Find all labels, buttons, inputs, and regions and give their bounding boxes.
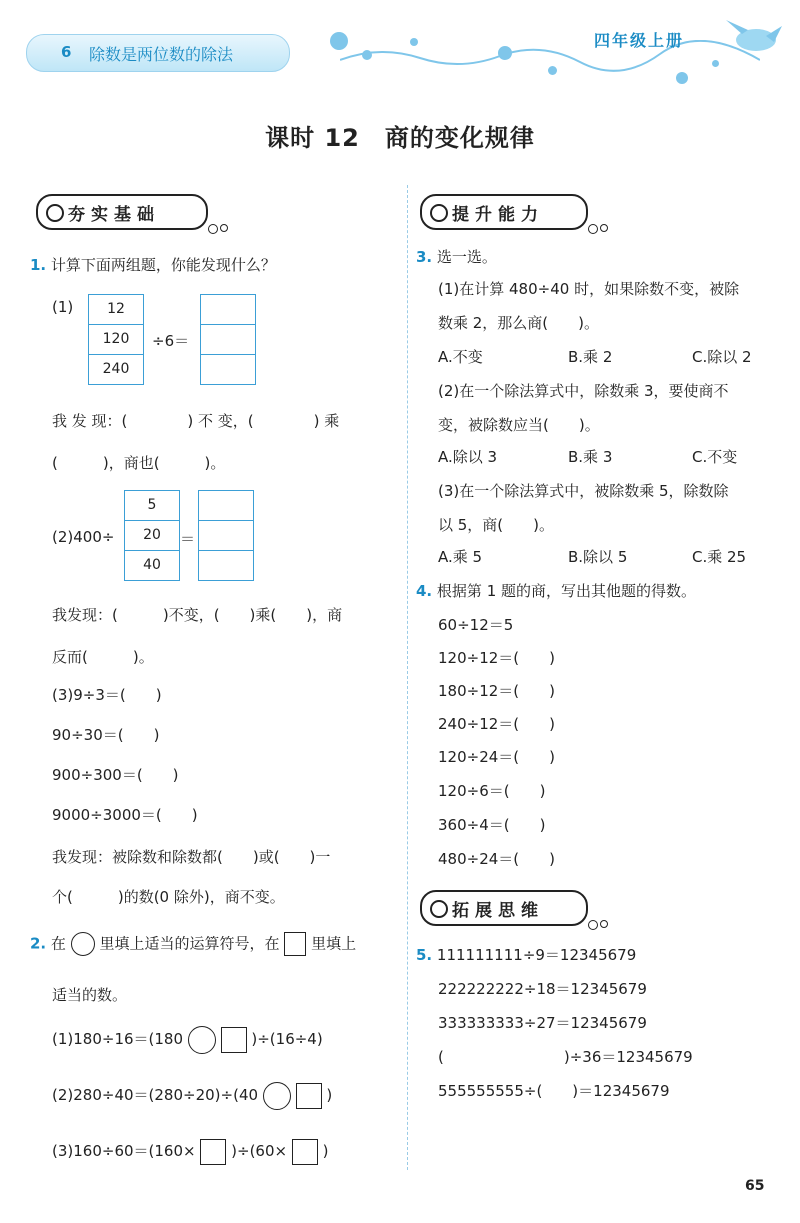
chapter-number: 6	[61, 43, 72, 61]
q1-p1-dividend-table	[88, 294, 144, 385]
q2-text-b: 里填上适当的运算符号，在	[99, 934, 280, 953]
q1-p3-find-line1: 我发现：被除数和除数都( )或( )一	[52, 848, 331, 866]
q3-p3-option-a[interactable]: A.乘 5	[438, 548, 483, 566]
circle-icon	[430, 204, 448, 222]
q2-p1-right: )÷(16÷4)	[251, 1030, 323, 1048]
q3-p3-option-c[interactable]: C.乘 25	[692, 548, 747, 566]
q1-p3-line: 90÷30＝( )	[52, 726, 160, 744]
q2-p1	[52, 1024, 323, 1054]
circle-icon	[588, 920, 598, 930]
q4-heading	[416, 580, 696, 601]
section-extend	[420, 890, 588, 926]
operator-blank[interactable]	[188, 1026, 216, 1054]
q3-number: 3.	[416, 248, 433, 266]
q1-text: 计算下面两组题，你能发现什么？	[50, 256, 276, 274]
page-number: 65	[745, 1178, 765, 1194]
column-divider	[407, 185, 408, 1170]
q1-number: 1.	[30, 256, 47, 274]
circle-icon	[600, 224, 608, 232]
q1-p2-find-line2: 反而( )。	[52, 648, 154, 666]
q1-heading	[30, 254, 276, 275]
square-blank-icon	[284, 932, 306, 956]
q2-number: 2.	[30, 934, 47, 953]
q3-heading	[416, 246, 497, 267]
page-title: 课时 12 商的变化规律	[265, 124, 535, 152]
q4-text: 根据第 1 题的商，写出其他题的得数。	[436, 582, 697, 600]
q5-line: 111111111÷9＝12345679	[436, 946, 637, 964]
number-blank[interactable]	[296, 1083, 322, 1109]
q2-p3	[52, 1136, 329, 1166]
q3-p1-option-a[interactable]: A.不变	[438, 348, 483, 366]
q2-text-d: 适当的数。	[52, 986, 128, 1004]
chapter-title: 除数是两位数的除法	[89, 45, 234, 64]
q5-line-first	[416, 944, 636, 965]
q4-line: 120÷24＝( )	[438, 748, 555, 766]
q3-p2-line1: (2)在一个除法算式中，除数乘 3，要使商不	[438, 382, 729, 400]
q3-p2-line2: 变，被除数应当( )。	[438, 416, 600, 434]
answer-cell[interactable]	[199, 521, 253, 551]
q3-p2-option-a[interactable]: A.除以 3	[438, 448, 498, 466]
table-cell: 12	[89, 295, 143, 325]
section-improve-label: 提升能力	[452, 205, 544, 225]
number-blank[interactable]	[200, 1139, 226, 1165]
table-cell: 120	[89, 325, 143, 355]
q1-p3-line: 900÷300＝( )	[52, 766, 179, 784]
circle-icon	[46, 204, 64, 222]
q3-p3-line2: 以 5，商( )。	[438, 516, 555, 534]
q4-line: 120÷6＝( )	[438, 782, 546, 800]
number-blank[interactable]	[292, 1139, 318, 1165]
section-extend-label: 拓展思维	[452, 901, 544, 921]
q3-p2-option-b[interactable]: B.乘 3	[568, 448, 613, 466]
q3-p3-option-b[interactable]: B.除以 5	[568, 548, 628, 566]
q2-text-c: 里填上	[311, 934, 357, 953]
q5-line: 555555555÷( )＝12345679	[438, 1082, 670, 1100]
answer-cell[interactable]	[201, 355, 255, 384]
q4-line: 60÷12＝5	[438, 616, 514, 634]
chapter-banner	[26, 34, 290, 72]
q3-p3-line1: (3)在一个除法算式中，被除数乘 5，除数除	[438, 482, 729, 500]
q5-number: 5.	[416, 946, 433, 964]
q1-p1-answer-table	[200, 294, 256, 385]
section-improve	[420, 194, 588, 230]
table-cell: 240	[102, 361, 130, 377]
q5-line: 333333333÷27＝12345679	[438, 1014, 647, 1032]
q1-p1-label: (1)	[52, 298, 74, 316]
q5-line: ( )÷36＝12345679	[438, 1048, 693, 1066]
circle-icon	[220, 224, 228, 232]
q2-p3-left: (3)160÷60＝(160×	[52, 1142, 196, 1160]
section-basic-label: 夯实基础	[68, 205, 160, 225]
q2-text-a: 在	[50, 934, 66, 953]
q2-p2-right: )	[326, 1086, 333, 1104]
answer-cell[interactable]	[201, 295, 255, 325]
q2-p2-left: (2)280÷40＝(280÷20)÷(40	[52, 1086, 259, 1104]
q3-p1-line1: (1)在计算 480÷40 时，如果除数不变，被除	[438, 280, 740, 298]
q5-line: 222222222÷18＝12345679	[438, 980, 647, 998]
answer-cell[interactable]	[201, 325, 255, 355]
circle-icon	[600, 920, 608, 928]
q3-p1-line2: 数乘 2，那么商( )。	[438, 314, 600, 332]
q1-p2-divisor-table	[124, 490, 180, 581]
q4-line: 180÷12＝( )	[438, 682, 555, 700]
circle-icon	[208, 224, 218, 234]
q1-p1-operator: ÷6＝	[152, 332, 190, 350]
circle-blank-icon	[71, 932, 95, 956]
grade-label: 四年级上册	[594, 31, 685, 50]
operator-blank[interactable]	[263, 1082, 291, 1110]
q1-p2-equals: ＝	[180, 530, 196, 548]
number-blank[interactable]	[221, 1027, 247, 1053]
table-cell: 5	[125, 491, 179, 521]
table-cell: 20	[125, 521, 179, 551]
q2-p3-right: )	[322, 1142, 329, 1160]
q3-p2-option-c[interactable]: C.不变	[692, 448, 738, 466]
q1-p1-find-line2: ( )，商也( )。	[52, 454, 226, 472]
section-basic	[36, 194, 208, 230]
q3-p1-option-c[interactable]: C.除以 2	[692, 348, 752, 366]
q1-p2-answer-table	[198, 490, 254, 581]
answer-cell[interactable]	[199, 551, 253, 580]
q1-p1-find-line1: 我 发 现：( ) 不 变，( ) 乘	[52, 412, 340, 430]
circle-icon	[430, 900, 448, 918]
q1-p2-find-line1: 我发现：( )不变，( )乘( )，商	[52, 606, 343, 624]
q2-p1-left: (1)180÷16＝(180	[52, 1030, 184, 1048]
q4-line: 120÷12＝( )	[438, 649, 555, 667]
table-cell: 40	[143, 557, 161, 573]
q2-p3-mid: )÷(60×	[231, 1142, 288, 1160]
q4-line: 480÷24＝( )	[438, 850, 555, 868]
q2-heading	[30, 932, 356, 956]
q1-p3-line: (3)9÷3＝( )	[52, 686, 162, 704]
q1-p3-find-line2: 个( )的数(0 除外)，商不变。	[52, 888, 285, 906]
q3-p1-option-b[interactable]: B.乘 2	[568, 348, 613, 366]
answer-cell[interactable]	[199, 491, 253, 521]
q1-p3-line: 9000÷3000＝( )	[52, 806, 198, 824]
circle-icon	[588, 224, 598, 234]
q3-text: 选一选。	[436, 248, 497, 266]
bird-icon	[722, 14, 784, 60]
q4-line: 240÷12＝( )	[438, 715, 555, 733]
q4-line: 360÷4＝( )	[438, 816, 546, 834]
q2-p2	[52, 1080, 332, 1110]
wave-decoration	[340, 40, 760, 80]
q4-number: 4.	[416, 582, 433, 600]
q1-p2-label: (2)400÷	[52, 528, 115, 546]
